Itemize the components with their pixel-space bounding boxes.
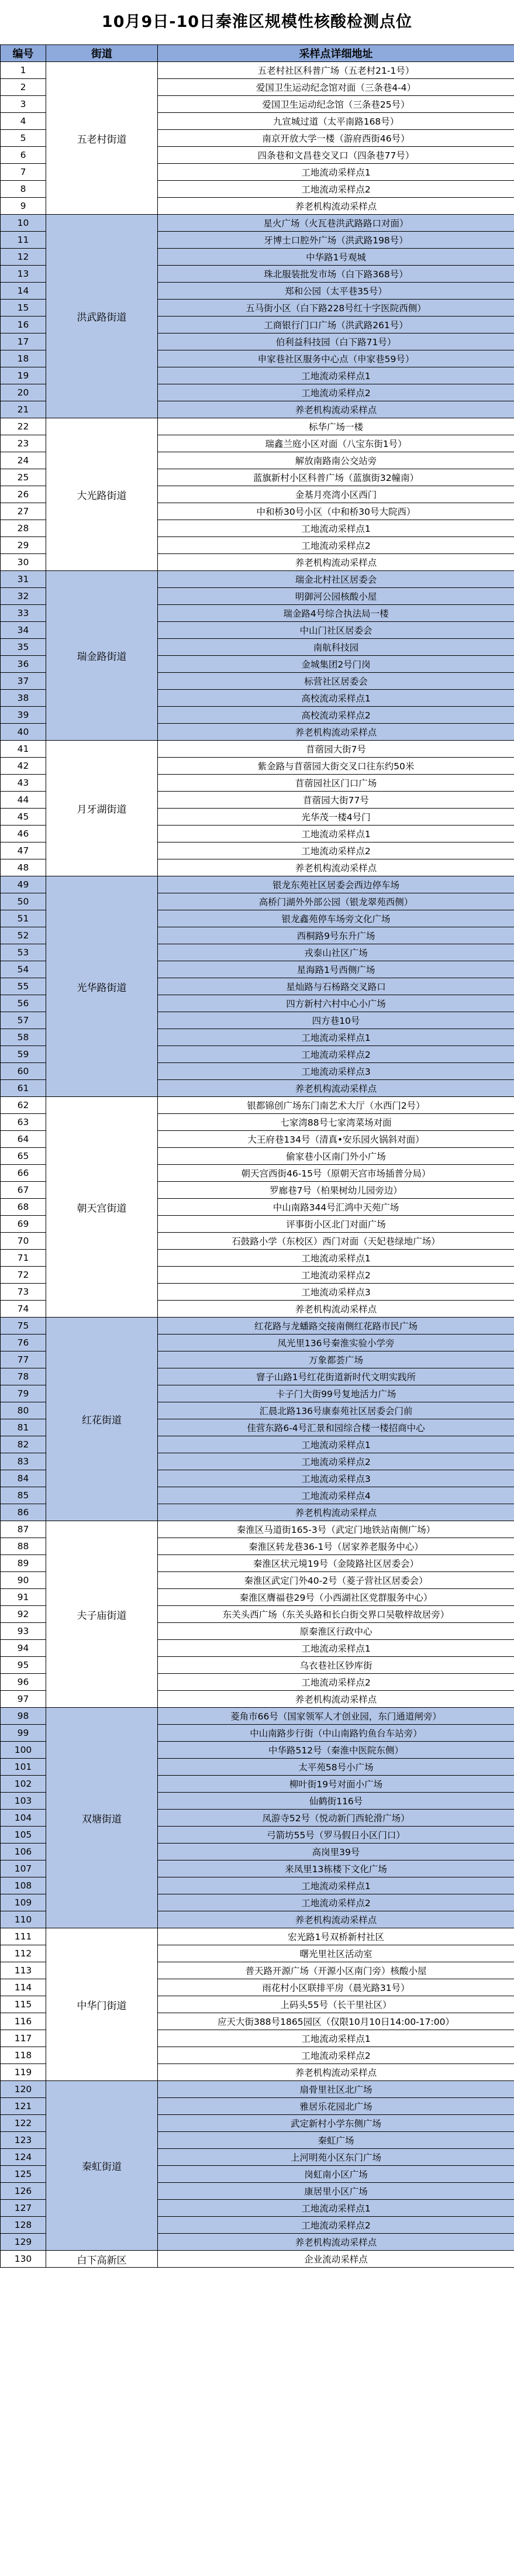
row-number: 49	[1, 876, 46, 893]
site-address: 苜蓿园社区门口广场	[158, 775, 514, 792]
site-address: 工地流动采样点4	[158, 1487, 514, 1504]
row-number: 109	[1, 1894, 46, 1911]
site-address: 工地流动采样点1	[158, 367, 514, 384]
row-number: 86	[1, 1504, 46, 1521]
row-number: 67	[1, 1182, 46, 1199]
street-name: 秦虹街道	[46, 2081, 158, 2251]
site-address: 七家湾88号七家湾菜场对面	[158, 1114, 514, 1131]
row-number: 45	[1, 809, 46, 826]
site-address: 工地流动采样点3	[158, 1284, 514, 1301]
row-number: 94	[1, 1640, 46, 1657]
site-address: 大王府巷134号（清真•安乐园火锅斜对面）	[158, 1131, 514, 1148]
site-address: 企业流动采样点	[158, 2251, 514, 2268]
site-address: 牙博士口腔外广场（洪武路198号）	[158, 232, 514, 249]
site-address: 宏光路1号双桥新村社区	[158, 1928, 514, 1945]
site-address: 工地流动采样点1	[158, 826, 514, 842]
table-row	[1, 1097, 514, 1114]
row-number: 41	[1, 741, 46, 758]
row-number: 129	[1, 2234, 46, 2251]
site-address: 中山南路步行街（中山南路钓鱼台车站旁）	[158, 1725, 514, 1742]
site-address: 中山南路344号汇鸿中天苑广场	[158, 1199, 514, 1216]
site-address: 星火广场（火瓦巷洪武路路口对面）	[158, 215, 514, 232]
row-number: 4	[1, 113, 46, 130]
row-number: 66	[1, 1165, 46, 1182]
site-address: 申家巷社区服务中心点（申家巷59号）	[158, 350, 514, 367]
site-address: 工地流动采样点1	[158, 164, 514, 181]
site-address: 高校流动采样点1	[158, 690, 514, 707]
site-address: 秦虹广场	[158, 2132, 514, 2149]
row-number: 77	[1, 1351, 46, 1368]
row-number: 97	[1, 1691, 46, 1708]
site-address: 工地流动采样点2	[158, 1453, 514, 1470]
street-name: 白下高新区	[46, 2251, 158, 2268]
site-address: 明御河公园核酸小屋	[158, 588, 514, 605]
site-address: 秦淮区膺福巷29号（小西湖社区党群服务中心）	[158, 1589, 514, 1606]
site-address: 雨花村小区联排平房（晨光路31号）	[158, 1979, 514, 1996]
row-number: 105	[1, 1827, 46, 1844]
site-address: 蓝旗新村小区科普广场（蓝旗街32幢南）	[158, 469, 514, 486]
row-number: 50	[1, 893, 46, 910]
site-address: 工地流动采样点2	[158, 537, 514, 554]
row-number: 3	[1, 96, 46, 113]
row-number: 44	[1, 792, 46, 809]
site-address: 养老机构流动采样点	[158, 2234, 514, 2251]
row-number: 46	[1, 826, 46, 842]
site-address: 曙光里社区活动室	[158, 1945, 514, 1962]
table-header-row	[1, 45, 514, 62]
table-row	[1, 215, 514, 232]
site-address: 秦淮区状元境19号（金陵路社区居委会）	[158, 1555, 514, 1572]
row-number: 110	[1, 1911, 46, 1928]
site-address: 武定新村小学东侧广场	[158, 2115, 514, 2132]
row-number: 87	[1, 1521, 46, 1538]
row-number: 84	[1, 1470, 46, 1487]
table-row	[1, 62, 514, 79]
site-address: 评事街小区北门对面广场	[158, 1216, 514, 1233]
header-number: 编号	[1, 45, 46, 62]
site-address: 南航科技园	[158, 639, 514, 656]
site-address: 爱国卫生运动纪念馆对面（三条巷4-4）	[158, 79, 514, 96]
header-address: 采样点详细地址	[158, 45, 514, 62]
site-address: 标华广场一楼	[158, 418, 514, 435]
site-address: 中山门社区居委会	[158, 622, 514, 639]
site-address: 上河明苑小区东门广场	[158, 2149, 514, 2166]
row-number: 20	[1, 384, 46, 401]
site-address: 普天路开源广场（开源小区南门旁）核酸小屋	[158, 1962, 514, 1979]
street-name: 大光路街道	[46, 418, 158, 571]
row-number: 121	[1, 2098, 46, 2115]
table-row	[1, 1708, 514, 1725]
table-row	[1, 876, 514, 893]
site-address: 万象都荟广场	[158, 1351, 514, 1368]
site-address: 罗廊巷7号（柏果树幼儿园旁边）	[158, 1182, 514, 1199]
row-number: 21	[1, 401, 46, 418]
row-number: 55	[1, 978, 46, 995]
row-number: 73	[1, 1284, 46, 1301]
site-address: 星灿路与石杨路交叉路口	[158, 978, 514, 995]
site-address: 弓箭坊55号（罗马假日小区门口）	[158, 1827, 514, 1844]
site-address: 珠北服装批发市场（白下路368号）	[158, 266, 514, 283]
row-number: 114	[1, 1979, 46, 1996]
row-number: 65	[1, 1148, 46, 1165]
row-number: 118	[1, 2047, 46, 2064]
site-address: 养老机构流动采样点	[158, 1301, 514, 1318]
site-address: 偷家巷小区南门外小广场	[158, 1148, 514, 1165]
row-number: 25	[1, 469, 46, 486]
site-address: 中华路512号（秦淮中医院东侧）	[158, 1742, 514, 1759]
row-number: 48	[1, 859, 46, 876]
row-number: 117	[1, 2030, 46, 2047]
site-address: 工地流动采样点2	[158, 181, 514, 198]
row-number: 130	[1, 2251, 46, 2268]
site-address: 红花路与龙蟠路交接南侧红花路市民广场	[158, 1318, 514, 1335]
row-number: 72	[1, 1267, 46, 1284]
site-address: 星海路1号西侧广场	[158, 961, 514, 978]
site-address: 银龙鑫苑停车场旁文化广场	[158, 910, 514, 927]
site-address: 养老机构流动采样点	[158, 198, 514, 215]
row-number: 24	[1, 452, 46, 469]
row-number: 82	[1, 1436, 46, 1453]
site-address: 养老机构流动采样点	[158, 859, 514, 876]
row-number: 29	[1, 537, 46, 554]
row-number: 115	[1, 1996, 46, 2013]
row-number: 40	[1, 724, 46, 741]
row-number: 1	[1, 62, 46, 79]
row-number: 81	[1, 1419, 46, 1436]
row-number: 125	[1, 2166, 46, 2183]
street-name: 五老村街道	[46, 62, 158, 215]
row-number: 70	[1, 1233, 46, 1250]
row-number: 9	[1, 198, 46, 215]
site-address: 银龙东苑社区居委会西边停车场	[158, 876, 514, 893]
site-address: 工地流动采样点2	[158, 842, 514, 859]
row-number: 59	[1, 1046, 46, 1063]
site-address: 工地流动采样点1	[158, 2200, 514, 2217]
site-address: 工地流动采样点1	[158, 1640, 514, 1657]
row-number: 5	[1, 130, 46, 147]
site-address: 养老机构流动采样点	[158, 1504, 514, 1521]
site-address: 瑞鑫兰庭小区对面（八宝东街1号）	[158, 435, 514, 452]
site-address: 中华路1号观城	[158, 249, 514, 266]
site-address: 戎泰山社区广场	[158, 944, 514, 961]
row-number: 33	[1, 605, 46, 622]
row-number: 54	[1, 961, 46, 978]
site-address: 工地流动采样点2	[158, 1267, 514, 1284]
site-address: 东关头西广场（东关头路和长白街交界口吴敬梓故居旁）	[158, 1606, 514, 1623]
row-number: 75	[1, 1318, 46, 1335]
table-row	[1, 1318, 514, 1335]
site-address: 四方巷10号	[158, 1012, 514, 1029]
row-number: 69	[1, 1216, 46, 1233]
site-address: 凤游寺52号（悦动新门西轮滑广场）	[158, 1810, 514, 1827]
site-address: 银都锦创广场东门南艺术大厅（水西门2号）	[158, 1097, 514, 1114]
site-address: 工地流动采样点1	[158, 1436, 514, 1453]
row-number: 80	[1, 1402, 46, 1419]
site-address: 秦淮区马道街165-3号（武定门地铁站南侧广场）	[158, 1521, 514, 1538]
site-address: 养老机构流动采样点	[158, 724, 514, 741]
site-address: 养老机构流动采样点	[158, 1691, 514, 1708]
table-row	[1, 741, 514, 758]
row-number: 39	[1, 707, 46, 724]
site-address: 高岗里39号	[158, 1844, 514, 1860]
page-title: 10月9日-10日秦淮区规模性核酸检测点位	[101, 13, 413, 31]
site-address: 工地流动采样点3	[158, 1063, 514, 1080]
row-number: 128	[1, 2217, 46, 2234]
row-number: 120	[1, 2081, 46, 2098]
row-number: 17	[1, 333, 46, 350]
row-number: 71	[1, 1250, 46, 1267]
row-number: 106	[1, 1844, 46, 1860]
row-number: 122	[1, 2115, 46, 2132]
row-number: 68	[1, 1199, 46, 1216]
site-address: 工地流动采样点1	[158, 2030, 514, 2047]
row-number: 34	[1, 622, 46, 639]
row-number: 8	[1, 181, 46, 198]
row-number: 60	[1, 1063, 46, 1080]
header-street: 街道	[46, 45, 158, 62]
site-address: 五老村社区科普广场（五老村21-1号）	[158, 62, 514, 79]
site-address: 高校流动采样点2	[158, 707, 514, 724]
row-number: 56	[1, 995, 46, 1012]
table-row	[1, 418, 514, 435]
row-number: 28	[1, 520, 46, 537]
row-number: 19	[1, 367, 46, 384]
row-number: 18	[1, 350, 46, 367]
row-number: 78	[1, 1368, 46, 1385]
site-address: 凤光里136号秦淮实验小学旁	[158, 1335, 514, 1351]
site-address: 仙鹤街116号	[158, 1793, 514, 1810]
site-address: 石鼓路小学（东校区）西门对面（天妃巷绿地广场）	[158, 1233, 514, 1250]
site-address: 解放南路南公交站旁	[158, 452, 514, 469]
row-number: 127	[1, 2200, 46, 2217]
row-number: 103	[1, 1793, 46, 1810]
site-address: 光华茂一楼4号门	[158, 809, 514, 826]
site-address: 太平苑58号小广场	[158, 1759, 514, 1776]
site-address: 岗虹南小区广场	[158, 2166, 514, 2183]
site-address: 乌衣巷社区钞库街	[158, 1657, 514, 1674]
site-address: 四条巷和文昌巷交叉口（四条巷77号）	[158, 147, 514, 164]
row-number: 27	[1, 503, 46, 520]
street-name: 中华门街道	[46, 1928, 158, 2081]
site-address: 朝天宫西街46-15号（原朝天宫市场插普分局）	[158, 1165, 514, 1182]
site-address: 柳叶街19号对面小广场	[158, 1776, 514, 1793]
site-address: 工地流动采样点2	[158, 2047, 514, 2064]
table-row	[1, 2081, 514, 2098]
row-number: 14	[1, 283, 46, 300]
site-address: 标营社区居委会	[158, 673, 514, 690]
site-address: 养老机构流动采样点	[158, 1911, 514, 1928]
site-address: 苜蓿园大街7号	[158, 741, 514, 758]
row-number: 32	[1, 588, 46, 605]
street-name: 洪武路街道	[46, 215, 158, 418]
row-number: 38	[1, 690, 46, 707]
site-address: 佳营东路6-4号汇景和园综合楼一楼招商中心	[158, 1419, 514, 1436]
row-number: 107	[1, 1860, 46, 1877]
row-number: 111	[1, 1928, 46, 1945]
site-address: 工地流动采样点2	[158, 1894, 514, 1911]
street-name: 红花街道	[46, 1318, 158, 1521]
row-number: 2	[1, 79, 46, 96]
row-number: 83	[1, 1453, 46, 1470]
site-address: 工地流动采样点2	[158, 2217, 514, 2234]
street-name: 朝天宫街道	[46, 1097, 158, 1318]
site-address: 紫金路与苜蓿园大街交叉口往东约50米	[158, 758, 514, 775]
row-number: 100	[1, 1742, 46, 1759]
site-address: 上码头55号（长干里社区）	[158, 1996, 514, 2013]
row-number: 92	[1, 1606, 46, 1623]
row-number: 108	[1, 1877, 46, 1894]
row-number: 113	[1, 1962, 46, 1979]
row-number: 26	[1, 486, 46, 503]
site-address: 瑞金北村社区居委会	[158, 571, 514, 588]
street-name: 夫子庙街道	[46, 1521, 158, 1708]
site-address: 扇骨里社区北广场	[158, 2081, 514, 2098]
row-number: 98	[1, 1708, 46, 1725]
site-address: 五马街小区（白下路228号红十字医院西侧）	[158, 300, 514, 317]
row-number: 116	[1, 2013, 46, 2030]
table-row	[1, 571, 514, 588]
site-address: 伯利益科技园（白下路71号）	[158, 333, 514, 350]
street-name: 光华路街道	[46, 876, 158, 1097]
row-number: 96	[1, 1674, 46, 1691]
row-number: 37	[1, 673, 46, 690]
row-number: 35	[1, 639, 46, 656]
site-address: 金基月亮湾小区西门	[158, 486, 514, 503]
row-number: 112	[1, 1945, 46, 1962]
table-row	[1, 1521, 514, 1538]
site-address: 秦淮区武定门外40-2号（菱子营社区居委会）	[158, 1572, 514, 1589]
table-row	[1, 2251, 514, 2268]
row-number: 119	[1, 2064, 46, 2081]
site-address: 汇晨北路136号康泰苑社区居委会门前	[158, 1402, 514, 1419]
site-address: 四方新村六村中心小广场	[158, 995, 514, 1012]
row-number: 10	[1, 215, 46, 232]
site-address: 原秦淮区行政中心	[158, 1623, 514, 1640]
row-number: 16	[1, 317, 46, 333]
row-number: 42	[1, 758, 46, 775]
row-number: 7	[1, 164, 46, 181]
row-number: 12	[1, 249, 46, 266]
row-number: 22	[1, 418, 46, 435]
site-address: 养老机构流动采样点	[158, 1080, 514, 1097]
row-number: 64	[1, 1131, 46, 1148]
site-address: 养老机构流动采样点	[158, 554, 514, 571]
row-number: 126	[1, 2183, 46, 2200]
row-number: 102	[1, 1776, 46, 1793]
row-number: 47	[1, 842, 46, 859]
row-number: 6	[1, 147, 46, 164]
site-address: 爱国卫生运动纪念馆（三条巷25号）	[158, 96, 514, 113]
row-number: 124	[1, 2149, 46, 2166]
row-number: 61	[1, 1080, 46, 1097]
row-number: 79	[1, 1385, 46, 1402]
site-address: 西桐路9号东升广场	[158, 927, 514, 944]
site-address: 来凤里13栋楼下文化广场	[158, 1860, 514, 1877]
site-address: 卡子门大街99号复地活力广场	[158, 1385, 514, 1402]
row-number: 85	[1, 1487, 46, 1504]
site-address: 郑和公园（太平巷35号）	[158, 283, 514, 300]
site-address: 工地流动采样点2	[158, 1674, 514, 1691]
row-number: 63	[1, 1114, 46, 1131]
site-address: 菱角市66号（国家领军人才创业园，东门通道闸旁）	[158, 1708, 514, 1725]
row-number: 101	[1, 1759, 46, 1776]
row-number: 13	[1, 266, 46, 283]
site-address: 窨子山路1号红花街道新时代文明实践所	[158, 1368, 514, 1385]
street-name: 瑞金路街道	[46, 571, 158, 741]
table-body	[1, 62, 514, 2268]
row-number: 15	[1, 300, 46, 317]
site-address: 养老机构流动采样点	[158, 401, 514, 418]
row-number: 90	[1, 1572, 46, 1589]
row-number: 62	[1, 1097, 46, 1114]
site-address: 工地流动采样点2	[158, 1046, 514, 1063]
site-address: 苜蓿园大街77号	[158, 792, 514, 809]
site-address: 工商银行门口广场（洪武路261号）	[158, 317, 514, 333]
row-number: 95	[1, 1657, 46, 1674]
row-number: 51	[1, 910, 46, 927]
table-row	[1, 1928, 514, 1945]
row-number: 89	[1, 1555, 46, 1572]
row-number: 74	[1, 1301, 46, 1318]
street-name: 月牙湖街道	[46, 741, 158, 876]
site-address: 九宣城过道（太平南路168号）	[158, 113, 514, 130]
row-number: 88	[1, 1538, 46, 1555]
site-address: 康居里小区广场	[158, 2183, 514, 2200]
row-number: 23	[1, 435, 46, 452]
row-number: 93	[1, 1623, 46, 1640]
row-number: 11	[1, 232, 46, 249]
site-address: 中和桥30号小区（中和桥30号大院西）	[158, 503, 514, 520]
site-address: 养老机构流动采样点	[158, 2064, 514, 2081]
row-number: 53	[1, 944, 46, 961]
row-number: 52	[1, 927, 46, 944]
site-address: 工地流动采样点1	[158, 520, 514, 537]
site-address: 应天大街388号1865园区（仅限10月10日14:00-17:00）	[158, 2013, 514, 2030]
row-number: 57	[1, 1012, 46, 1029]
row-number: 58	[1, 1029, 46, 1046]
site-address: 南京开放大学一楼（游府西街46号）	[158, 130, 514, 147]
site-address: 工地流动采样点1	[158, 1250, 514, 1267]
row-number: 36	[1, 656, 46, 673]
street-name: 双塘街道	[46, 1708, 158, 1928]
row-number: 99	[1, 1725, 46, 1742]
site-address: 工地流动采样点2	[158, 384, 514, 401]
site-address: 工地流动采样点3	[158, 1470, 514, 1487]
site-address: 瑞金路4号综合执法局一楼	[158, 605, 514, 622]
site-address: 高桥门湖外外部公园（银龙翠苑西侧）	[158, 893, 514, 910]
row-number: 123	[1, 2132, 46, 2149]
row-number: 31	[1, 571, 46, 588]
site-address: 秦淮区转龙巷36-1号（居家养老服务中心）	[158, 1538, 514, 1555]
row-number: 104	[1, 1810, 46, 1827]
row-number: 91	[1, 1589, 46, 1606]
row-number: 30	[1, 554, 46, 571]
site-address: 工地流动采样点1	[158, 1029, 514, 1046]
site-address: 雅居乐花园北广场	[158, 2098, 514, 2115]
site-address: 金城集团2号门岗	[158, 656, 514, 673]
site-address: 工地流动采样点1	[158, 1877, 514, 1894]
testing-sites-table	[0, 44, 514, 2268]
row-number: 43	[1, 775, 46, 792]
row-number: 76	[1, 1335, 46, 1351]
